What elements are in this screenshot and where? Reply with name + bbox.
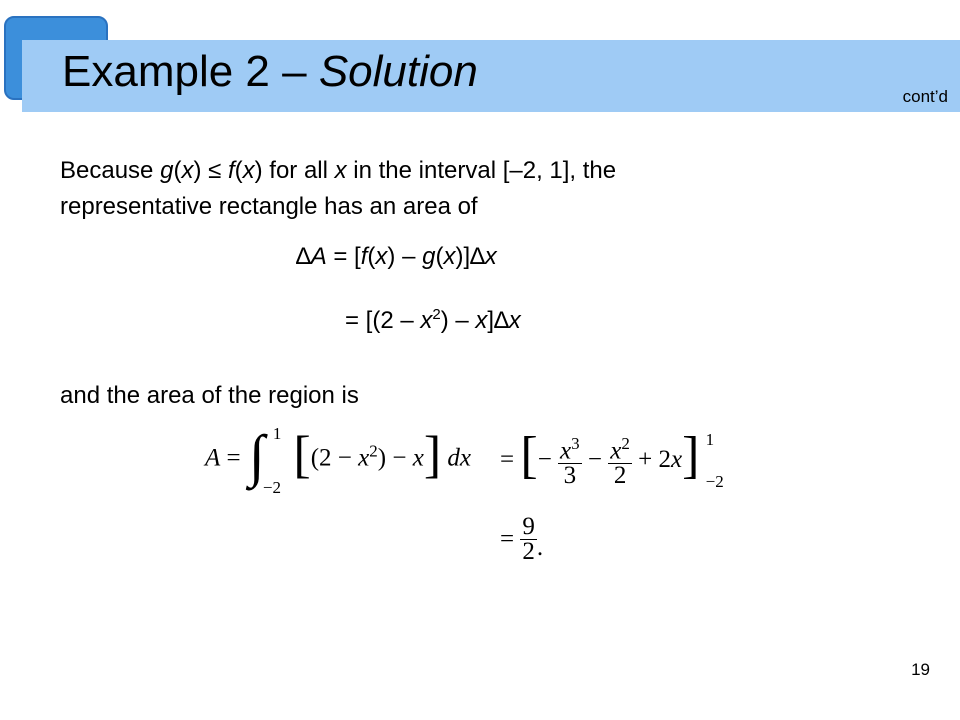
final-result: = $\frac{9}{2}$ . [500, 513, 544, 565]
region-area-text: and the area of the region is [60, 382, 359, 409]
antiderivative-expression: = [− $\frac{x^3}{3}$ − $\frac{x^2}{2}$ + 2x] 1 −2 [500, 426, 724, 492]
eval-upper-limit: 1 [705, 430, 715, 450]
slide-title: Example 2 – Solution [62, 47, 478, 96]
integral-upper-limit: 1 [272, 424, 282, 443]
slide-number: 19 [911, 660, 930, 679]
fraction-x3-over-3: $\frac{x^3}{3}$ [560, 434, 580, 490]
area-equation-2: = $[(2 - x^2) - x]\Delta x$ [345, 306, 521, 334]
intro-paragraph: Because g(x) ≤ f(x) for all x in the interval [–2, 1], the representative rectangle has an area of [60, 157, 617, 220]
fraction-9-over-2: $\frac{9}{2}$ [522, 513, 535, 565]
area-equation-1: ∆A = [f(x) – g(x)]∆x [296, 243, 497, 270]
fraction-x2-over-2: $\frac{x^2}{2}$ [610, 434, 630, 490]
integral-lower-limit: −2 [262, 478, 281, 497]
integral-expression: A = ∫ 1 −2 $[(2 - x^2) - x]$ dx [205, 423, 471, 497]
eval-lower-limit: −2 [705, 472, 724, 492]
continued-label: cont’d [902, 87, 948, 106]
integral-sign: ∫ [248, 423, 265, 488]
